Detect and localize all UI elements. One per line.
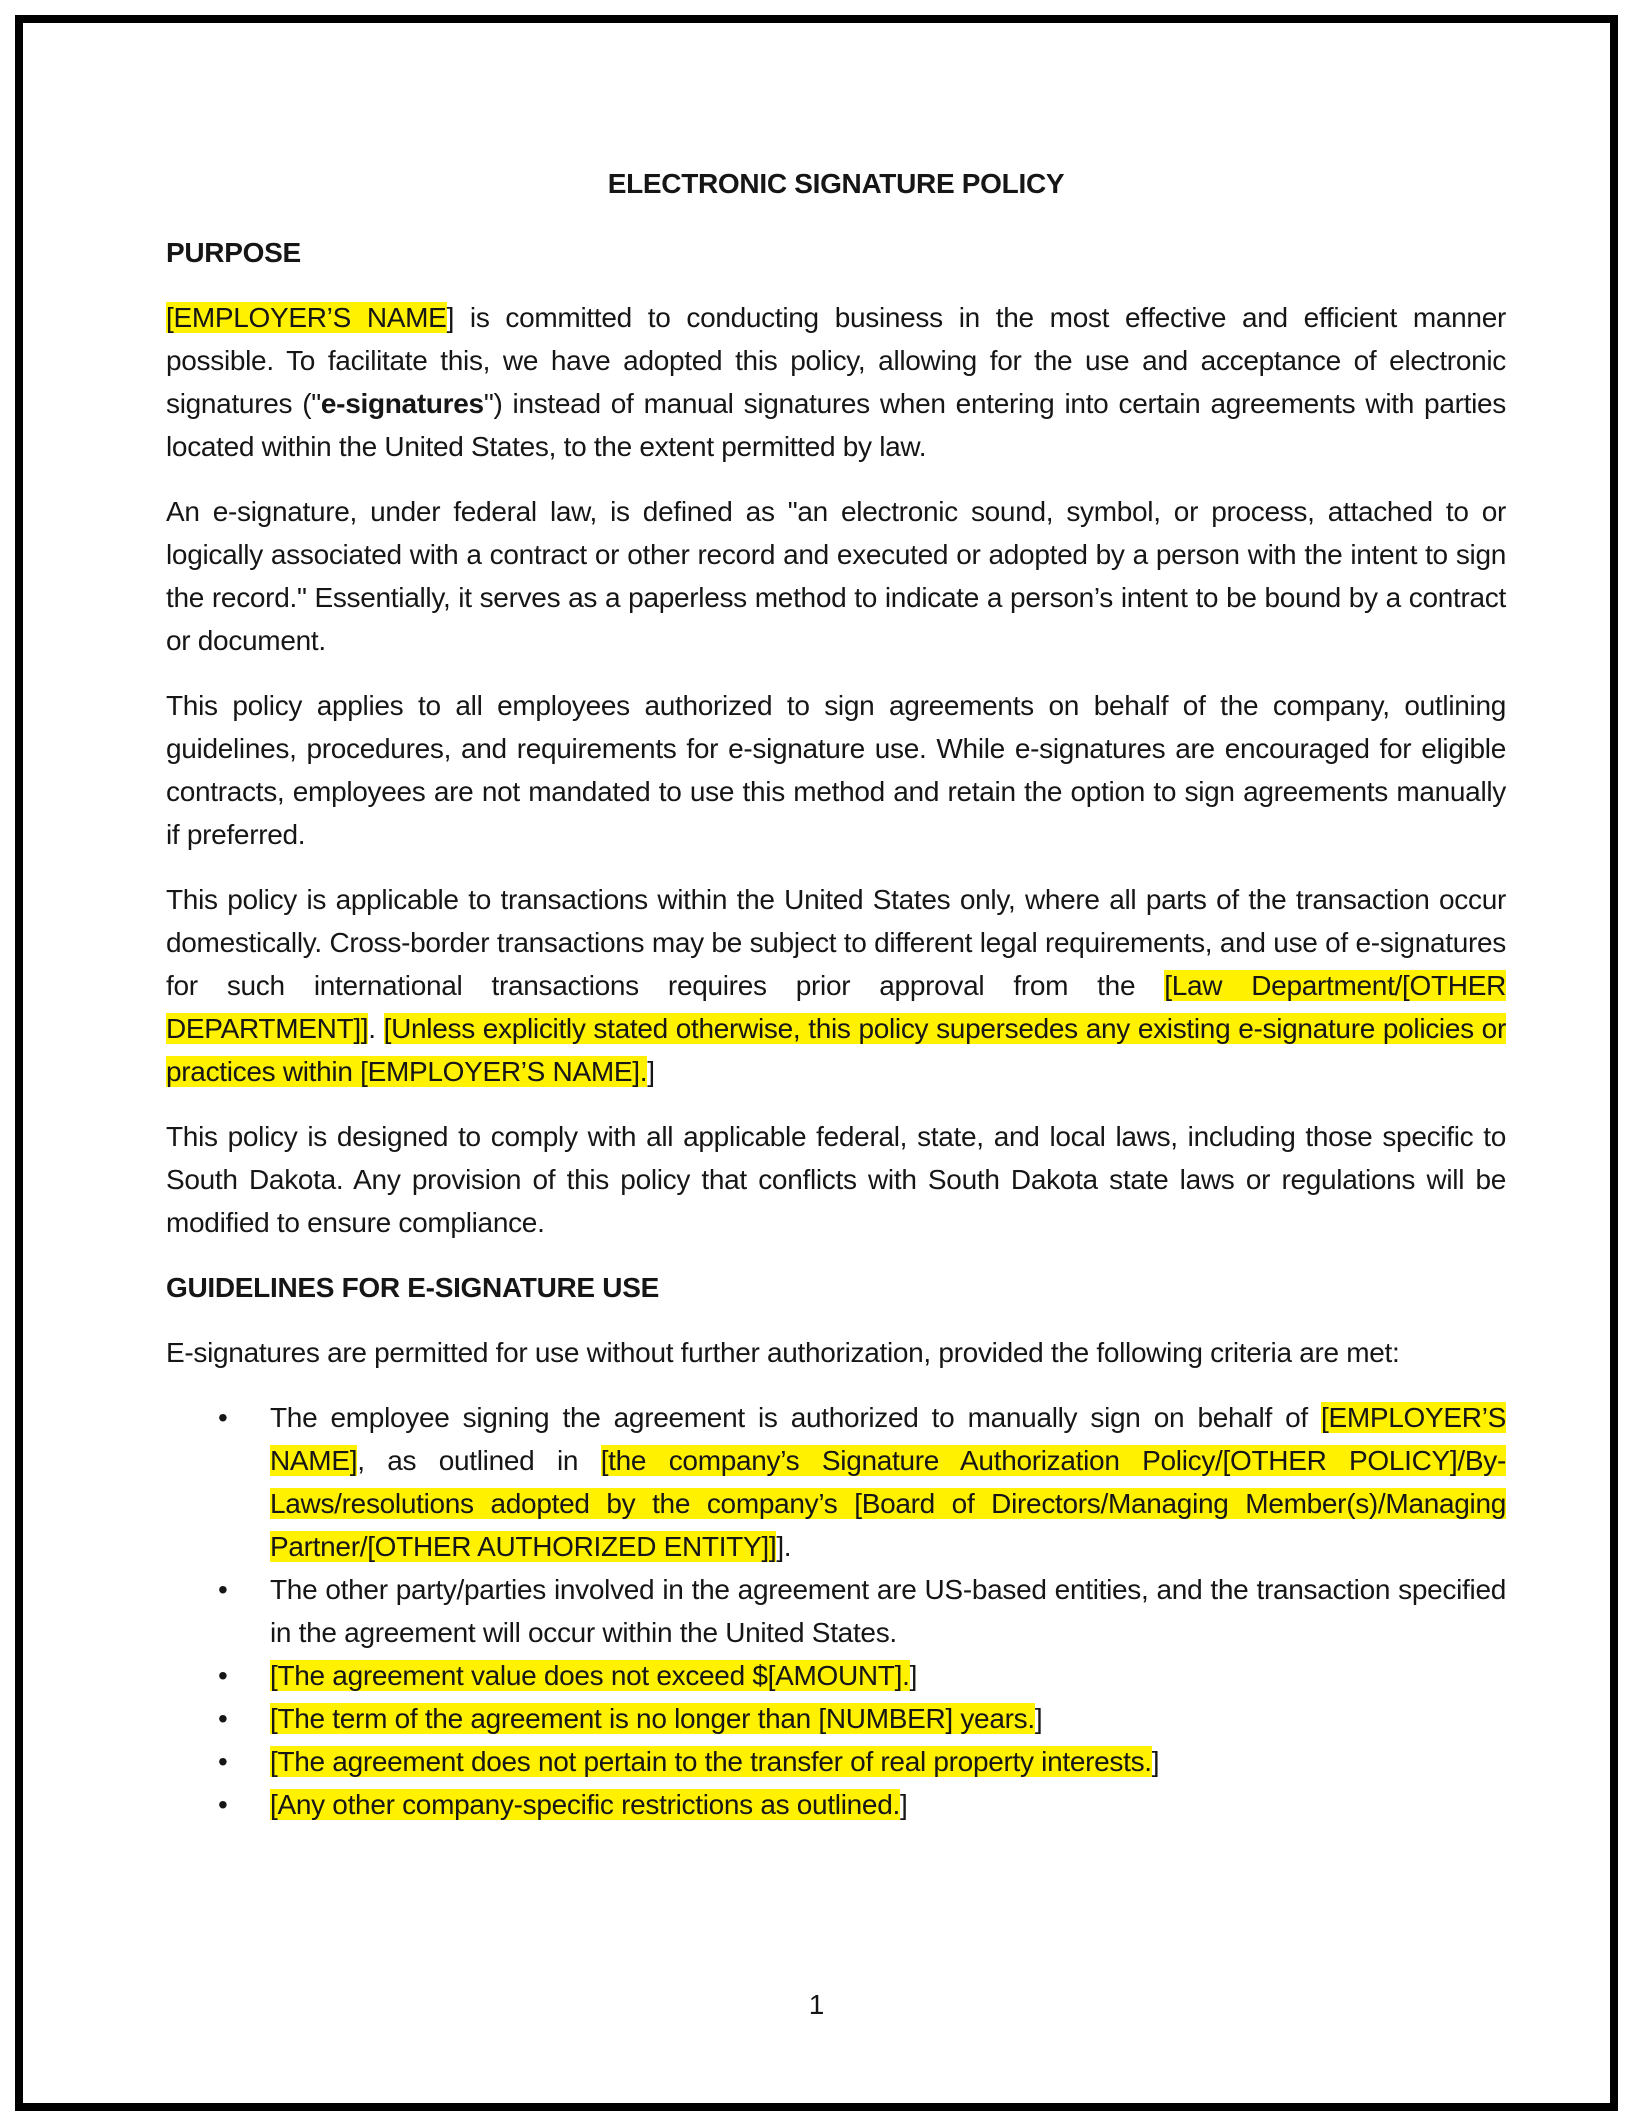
text-segment: An e-signature, under federal law, is defined as "an electronic sound, symbol, or process, attached to or logically associated with a contract or other record and executed or adopted by a person with the intent to sign the record." Essentially, it serves as a paperless method to indicate a person’s intent to be bound by a contract or document.	[166, 496, 1506, 656]
text-segment: This policy is designed to comply with all applicable federal, state, and local laws, including those specific to South Dakota. Any provision of this policy that conflicts with South Dakota state laws or regulations will be modified to ensure compliance.	[166, 1121, 1506, 1238]
document-content	[166, 0, 1506, 1826]
highlighted-text: [the company’s Signature Authorization Policy/[OTHER POLICY]/By-Laws/resolutions adopted by the company’s [Board of Directors/Managing Member(s)/Managing Partner/[OTHER AUTHORIZED ENTITY]]	[270, 1445, 1506, 1562]
text-segment: This policy is applicable to transactions within the United States only, where all parts of the transaction occur domestically. Cross-border transactions may be subject to different legal requirements, and use of e-signatures for such international transactions requires prior approval from the	[166, 884, 1506, 1001]
highlighted-text: [The agreement does not pertain to the transfer of real property interests.	[270, 1746, 1152, 1777]
text-segment: E-signatures are permitted for use without further authorization, provided the following criteria are met:	[166, 1337, 1400, 1368]
text-segment: ]	[1034, 1703, 1043, 1734]
document-title: ELECTRONIC SIGNATURE POLICY	[607, 168, 1065, 199]
list-item	[166, 1697, 1506, 1740]
highlighted-text: [EMPLOYER’S NAME]	[270, 1402, 1506, 1476]
text-segment: ].	[776, 1531, 792, 1562]
text-segment: This policy applies to all employees authorized to sign agreements on behalf of the company, outlining guidelines, procedures, and requirements for e-signature use. While e-signatures are encouraged for eligible contracts, employees are not mandated to use this method and retain the option to sign agreements manually if preferred.	[166, 690, 1506, 850]
highlighted-text: [The agreement value does not exceed $[AMOUNT].	[270, 1660, 910, 1691]
highlighted-text: [Unless explicitly stated otherwise, this policy supersedes any existing e-signature policies or practices within [EMPLOYER’S NAME].	[166, 1013, 1506, 1087]
bullet-dot-icon: •	[218, 1402, 228, 1433]
section-heading-guidelines: GUIDELINES FOR E-SIGNATURE USE	[166, 1272, 659, 1303]
bullet-dot-icon: •	[218, 1703, 228, 1734]
paragraph-purpose-2	[166, 490, 1506, 662]
list-item	[166, 1740, 1506, 1783]
highlighted-text: [Any other company-specific restrictions as outlined.	[270, 1789, 900, 1820]
bullet-dot-icon: •	[218, 1574, 228, 1605]
bullet-dot-icon: •	[218, 1660, 228, 1691]
highlighted-text: [EMPLOYER’S NAME	[166, 302, 447, 333]
list-item	[166, 1783, 1506, 1826]
paragraph-purpose-5	[166, 1115, 1506, 1244]
text-segment: The employee signing the agreement is authorized to manually sign on behalf of	[270, 1402, 1322, 1433]
paragraph-purpose-1	[166, 296, 1506, 468]
text-segment: The other party/parties involved in the agreement are US-based entities, and the transaction specified in the agreement will occur within the United States.	[270, 1574, 1506, 1648]
list-item	[166, 1654, 1506, 1697]
section-heading-purpose: PURPOSE	[166, 237, 301, 268]
text-segment: .	[368, 1013, 384, 1044]
paragraph-guidelines-intro	[166, 1331, 1506, 1374]
text-segment: ]	[1151, 1746, 1160, 1777]
text-segment: ]	[909, 1660, 918, 1691]
text-segment: e-signatures	[320, 388, 484, 419]
bullet-dot-icon: •	[218, 1789, 228, 1820]
paragraph-purpose-4	[166, 878, 1506, 1093]
list-item	[166, 1568, 1506, 1654]
highlighted-text: [Law Department/[OTHER DEPARTMENT]]	[166, 970, 1507, 1044]
paragraph-purpose-3	[166, 684, 1506, 856]
text-segment: ] is committed to conducting business in the most effective and efficient manner possible. To facilitate this, we have adopted this policy, allowing for the use and acceptance of electronic signatures ("	[166, 302, 1506, 419]
text-segment: , as outlined in	[357, 1445, 601, 1476]
text-segment: ]	[899, 1789, 908, 1820]
criteria-bullet-list	[166, 1396, 1506, 1826]
page-number: 1	[808, 1989, 825, 2020]
list-item	[166, 1396, 1506, 1568]
highlighted-text: [The term of the agreement is no longer than [NUMBER] years.	[270, 1703, 1035, 1734]
bullet-dot-icon: •	[218, 1746, 228, 1777]
text-segment: ]	[647, 1056, 655, 1087]
text-segment: ") instead of manual signatures when entering into certain agreements with parties located within the United States, to the extent permitted by law.	[166, 388, 1506, 462]
